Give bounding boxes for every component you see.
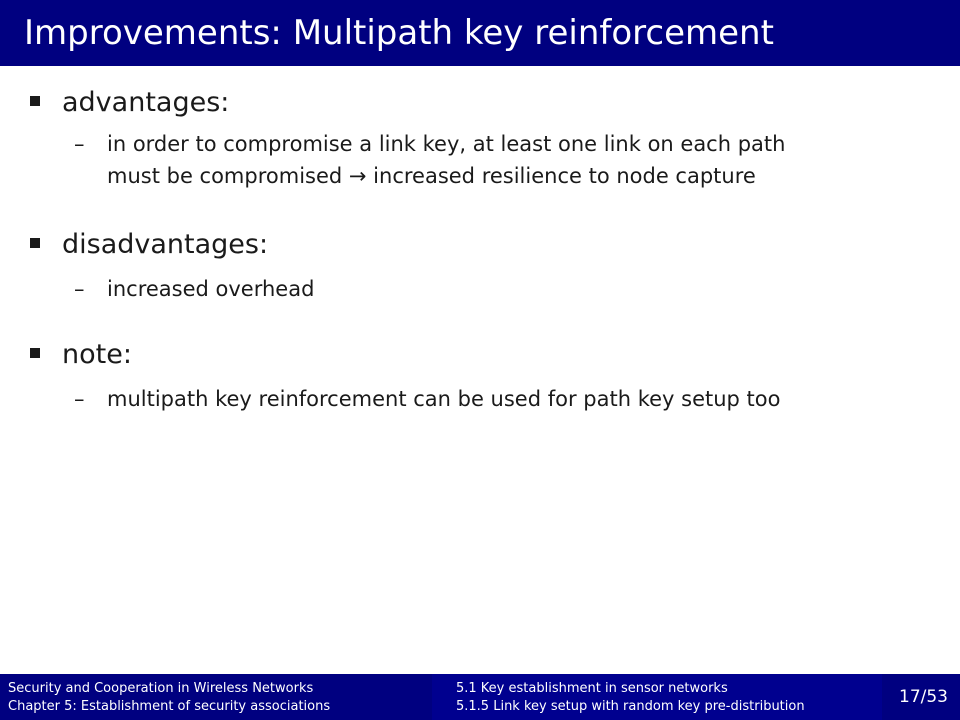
bullet-heading-note: note:: [62, 339, 132, 370]
dash-icon: –: [74, 277, 85, 301]
page-number: 17/53: [899, 687, 948, 707]
footer-chapter-title: Chapter 5: Establishment of security associations: [8, 699, 331, 714]
footer-subsection-title: 5.1.5 Link key setup with random key pre-distribution: [456, 699, 805, 714]
footer-section-info: [456, 680, 805, 716]
square-bullet-icon: [30, 96, 40, 106]
square-bullet-icon: [30, 238, 40, 248]
bullet-heading-disadvantages: disadvantages:: [62, 229, 269, 260]
bullet-disadvantages: [30, 228, 268, 262]
footer-section-title: 5.1 Key establishment in sensor networks: [456, 681, 728, 696]
footer-course-title: Security and Cooperation in Wireless Networks: [8, 681, 314, 696]
subitem-text: in order to compromise a link key, at least one link on each path: [107, 132, 786, 156]
subitem-disadvantages-1: [74, 273, 314, 305]
dash-icon: –: [74, 387, 85, 411]
footer-section-panel: [432, 674, 882, 720]
footer-course-info: [8, 680, 330, 716]
slide-title: Improvements: Multipath key reinforcement: [24, 13, 774, 53]
bullet-advantages: [30, 86, 229, 120]
subitem-note-1: [74, 383, 780, 415]
footer-bar: [0, 674, 960, 720]
subitem-advantages-1: [74, 128, 785, 192]
bullet-note: [30, 338, 132, 372]
dash-icon: –: [74, 132, 85, 156]
square-bullet-icon: [30, 348, 40, 358]
bullet-heading-advantages: advantages:: [62, 87, 230, 118]
subitem-text: increased overhead: [107, 277, 315, 301]
subitem-text: multipath key reinforcement can be used for path key setup too: [107, 387, 781, 411]
subitem-text-continued: must be compromised → increased resilience to node capture: [107, 164, 756, 188]
